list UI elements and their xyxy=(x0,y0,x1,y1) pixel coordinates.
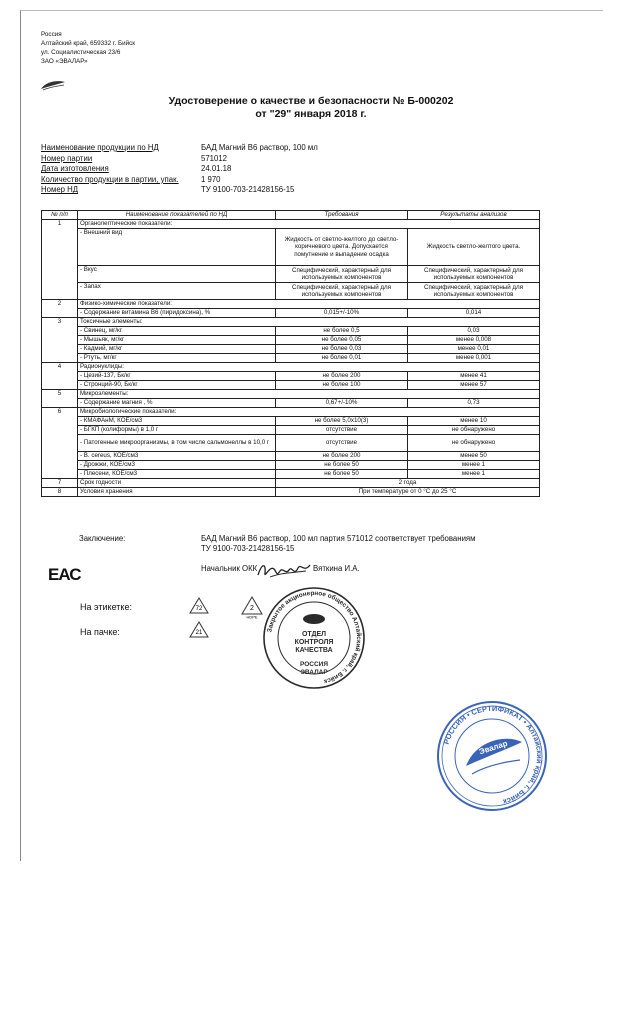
field-row xyxy=(41,143,541,154)
indicator-name: - Содержание магния , % xyxy=(78,399,276,408)
indicator-name: - Патогенные микроорганизмы, в том числе сальмонеллы в 10,0 г xyxy=(78,435,276,452)
field-value: ТУ 9100-703-21428156-15 xyxy=(201,185,295,195)
address-line: ЗАО «ЭВАЛАР» xyxy=(41,58,88,65)
requirement-value: не более 200 xyxy=(276,372,408,381)
result-value: Жидкость светло-желтого цвета. xyxy=(408,229,540,266)
table-row xyxy=(42,336,540,345)
field-label: Дата изготовления xyxy=(41,164,109,174)
group-title: Микроэлементы: xyxy=(78,390,540,399)
requirement-value: Специфический, характерный для используемых компонентов xyxy=(276,283,408,300)
product-fields xyxy=(41,143,541,196)
company-logo-icon xyxy=(40,80,66,91)
indicator-name: - Свинец, мг/кг xyxy=(78,327,276,336)
group-number: 4 xyxy=(42,363,78,390)
field-label: Наименование продукции по НД xyxy=(41,143,159,152)
recycle-72-icon xyxy=(188,596,210,616)
label-on-pack: На пачке: xyxy=(80,627,120,637)
group-number: 2 xyxy=(42,300,78,318)
address-line: Алтайский край, 659332 г. Бийск xyxy=(41,40,136,47)
field-label: Номер партии xyxy=(41,153,93,163)
table-row xyxy=(42,426,540,435)
table-row xyxy=(42,488,540,497)
indicator-name: - Стронций-90, Бк/кг xyxy=(78,381,276,390)
group-title: Органолептические показатели: xyxy=(78,220,540,229)
stamp-text: РОССИЯ xyxy=(299,661,329,668)
result-value: менее 41 xyxy=(408,372,540,381)
stamp-text: КОНТРОЛЯ xyxy=(294,639,334,646)
table-row xyxy=(42,283,540,300)
stamp-outer-text: Закрытое акционерное общество Алтайский край, г. Бийск xyxy=(266,589,363,685)
indicator-name: Условия хранения xyxy=(78,488,276,497)
requirement-value: Специфический, характерный для используемых компонентов xyxy=(276,266,408,283)
indicator-name: - БГКП (колиформы) в 1,0 г xyxy=(78,426,276,435)
indicator-name: - КМАФАнМ, КОЕ/см3 xyxy=(78,417,276,426)
result-value: менее 57 xyxy=(408,381,540,390)
field-row xyxy=(41,185,541,196)
recycle-code: 72 xyxy=(195,606,203,612)
result-value: 0,73 xyxy=(408,399,540,408)
conclusion-line: БАД Магний В6 раствор, 100 мл партия 571012 соответствует требованиям xyxy=(201,534,476,543)
table-group-row xyxy=(42,300,540,309)
stamp-outer-text: РОССИЯ • СЕРТИФИКАТ • Алтайский край, г. Бийск xyxy=(441,703,545,807)
result-value: менее 50 xyxy=(408,452,540,461)
recycle-21-icon xyxy=(188,620,210,640)
table-group-row xyxy=(42,390,540,399)
table-row xyxy=(42,266,540,283)
signature-position: Начальник ОКК xyxy=(201,564,258,573)
table-group-row xyxy=(42,220,540,229)
group-number: 5 xyxy=(42,390,78,408)
indicator-name: - Дрожжи, КОЕ/см3 xyxy=(78,461,276,470)
requirement-value: не более 5,0х10(3) xyxy=(276,417,408,426)
requirement-value: 0,015+/-10% xyxy=(276,309,408,318)
address-line: ул. Социалистическая 23/6 xyxy=(41,49,121,56)
table-row xyxy=(42,381,540,390)
result-value: 0,014 xyxy=(408,309,540,318)
table-row xyxy=(42,372,540,381)
stamp-text: ЭВАЛАР xyxy=(300,669,328,676)
col-header-indicator: Наименование показателей по НД xyxy=(78,211,276,220)
result-value: менее 0,001 xyxy=(408,354,540,363)
indicator-name: - Цезий-137, Бк/кг xyxy=(78,372,276,381)
col-header-number: № п/п xyxy=(42,211,78,220)
result-value: Специфический, характерный для используемых компонентов xyxy=(408,266,540,283)
hdpe-recycle-icon xyxy=(240,595,264,619)
group-title: Физико-химические показатели: xyxy=(78,300,540,309)
group-number: 7 xyxy=(42,479,78,488)
quality-table xyxy=(41,210,540,497)
table-row xyxy=(42,345,540,354)
field-row xyxy=(41,154,541,165)
indicator-name: - Запах xyxy=(78,283,276,300)
group-number: 3 xyxy=(42,318,78,363)
table-row xyxy=(42,417,540,426)
result-value: менее 1 xyxy=(408,461,540,470)
group-number: 1 xyxy=(42,220,78,300)
stamp-brand: Эвалар xyxy=(477,738,509,757)
group-title: Токсичные элементы: xyxy=(78,318,540,327)
group-title: Радионуклиды: xyxy=(78,363,540,372)
indicator-name: - Содержание витамина В6 (пиридоксина), % xyxy=(78,309,276,318)
field-row xyxy=(41,164,541,175)
stamp-text: КАЧЕСТВА xyxy=(295,647,333,654)
table-row xyxy=(42,327,540,336)
requirement-value: отсутствие xyxy=(276,426,408,435)
indicator-name: - Внешний вид xyxy=(78,229,276,266)
result-value: не обнаружено xyxy=(408,435,540,452)
stamp-text: ОТДЕЛ xyxy=(301,631,327,638)
requirement-value: отсутствие xyxy=(276,435,408,452)
indicator-name: - Ртуть, мг/кг xyxy=(78,354,276,363)
document-title: Удостоверение о качестве и безопасности № Б-000202 xyxy=(168,95,454,107)
indicator-name: - Плесени, КОЕ/см3 xyxy=(78,470,276,479)
field-value: 571012 xyxy=(201,153,228,163)
field-label: Количество продукции в партии, упак. xyxy=(41,174,179,184)
table-row xyxy=(42,435,540,452)
requirement-value: не более 0,05 xyxy=(276,336,408,345)
handwritten-signature-icon xyxy=(256,559,312,583)
requirement-value: не более 0,01 xyxy=(276,354,408,363)
requirement-value: не более 0,5 xyxy=(276,327,408,336)
indicator-name: - Кадмий, мг/кг xyxy=(78,345,276,354)
requirement-value: Жидкость от светло-желтого до светло-коричневого цвета. Допускается помутнение и выпадение осадка xyxy=(276,229,408,266)
requirement-value: не более 200 xyxy=(276,452,408,461)
result-value: менее 10 xyxy=(408,417,540,426)
result-value: менее 0,01 xyxy=(408,345,540,354)
requirement-value: не более 100 xyxy=(276,381,408,390)
table-row xyxy=(42,479,540,488)
group-number: 8 xyxy=(42,488,78,497)
field-label: Номер НД xyxy=(41,185,79,195)
table-row xyxy=(42,309,540,318)
field-value: БАД Магний В6 раствор, 100 мл xyxy=(201,143,318,152)
shelf-life-value: 2 года xyxy=(276,479,540,488)
group-title: Микробиологические показатели: xyxy=(78,408,540,417)
requirement-value: не более 50 xyxy=(276,470,408,479)
indicator-name: - B. cereus, КОЕ/см3 xyxy=(78,452,276,461)
conclusion-line: ТУ 9100-703-21428156-15 xyxy=(201,544,295,553)
indicator-name: Срок годности xyxy=(78,479,276,488)
indicator-name: - Мышьяк, мг/кг xyxy=(78,336,276,345)
result-value: не обнаружено xyxy=(408,426,540,435)
storage-value: При температуре от 0 °С до 25 °С xyxy=(276,488,540,497)
document-date: от "29" января 2018 г. xyxy=(255,108,367,120)
certification-stamp xyxy=(436,700,548,812)
recycle-code: 21 xyxy=(195,630,203,636)
group-number: 6 xyxy=(42,408,78,479)
table-row xyxy=(42,229,540,266)
table-group-row xyxy=(42,363,540,372)
result-value: менее 0,008 xyxy=(408,336,540,345)
col-header-results: Результаты анализов xyxy=(408,211,540,220)
result-value: 0,03 xyxy=(408,327,540,336)
table-group-row xyxy=(42,318,540,327)
address-line: Россия xyxy=(41,31,62,38)
indicator-name: - Вкус xyxy=(78,266,276,283)
requirement-value: 0,67+/-10% xyxy=(276,399,408,408)
conclusion-text xyxy=(201,534,541,554)
requirement-value: не более 0,03 xyxy=(276,345,408,354)
eac-mark-icon: ЕАС xyxy=(48,565,81,584)
table-row xyxy=(42,470,540,479)
col-header-requirements: Требования xyxy=(276,211,408,220)
table-row xyxy=(42,452,540,461)
table-row xyxy=(42,354,540,363)
signature-name: Вяткина И.А. xyxy=(313,564,360,573)
hdpe-text: HDPE xyxy=(246,614,258,619)
conclusion-label: Заключение: xyxy=(79,534,126,543)
table-group-row xyxy=(42,408,540,417)
field-row xyxy=(41,175,541,186)
quality-control-stamp xyxy=(262,586,366,690)
requirement-value: не более 50 xyxy=(276,461,408,470)
table-row xyxy=(42,461,540,470)
field-value: 24.01.18 xyxy=(201,164,232,174)
svg-text:2: 2 xyxy=(250,605,254,612)
result-value: Специфический, характерный для используемых компонентов xyxy=(408,283,540,300)
field-value: 1 970 xyxy=(201,174,221,184)
sender-address xyxy=(41,30,135,66)
result-value: менее 1 xyxy=(408,470,540,479)
label-on-sticker: На этикетке: xyxy=(80,602,132,612)
table-row xyxy=(42,399,540,408)
